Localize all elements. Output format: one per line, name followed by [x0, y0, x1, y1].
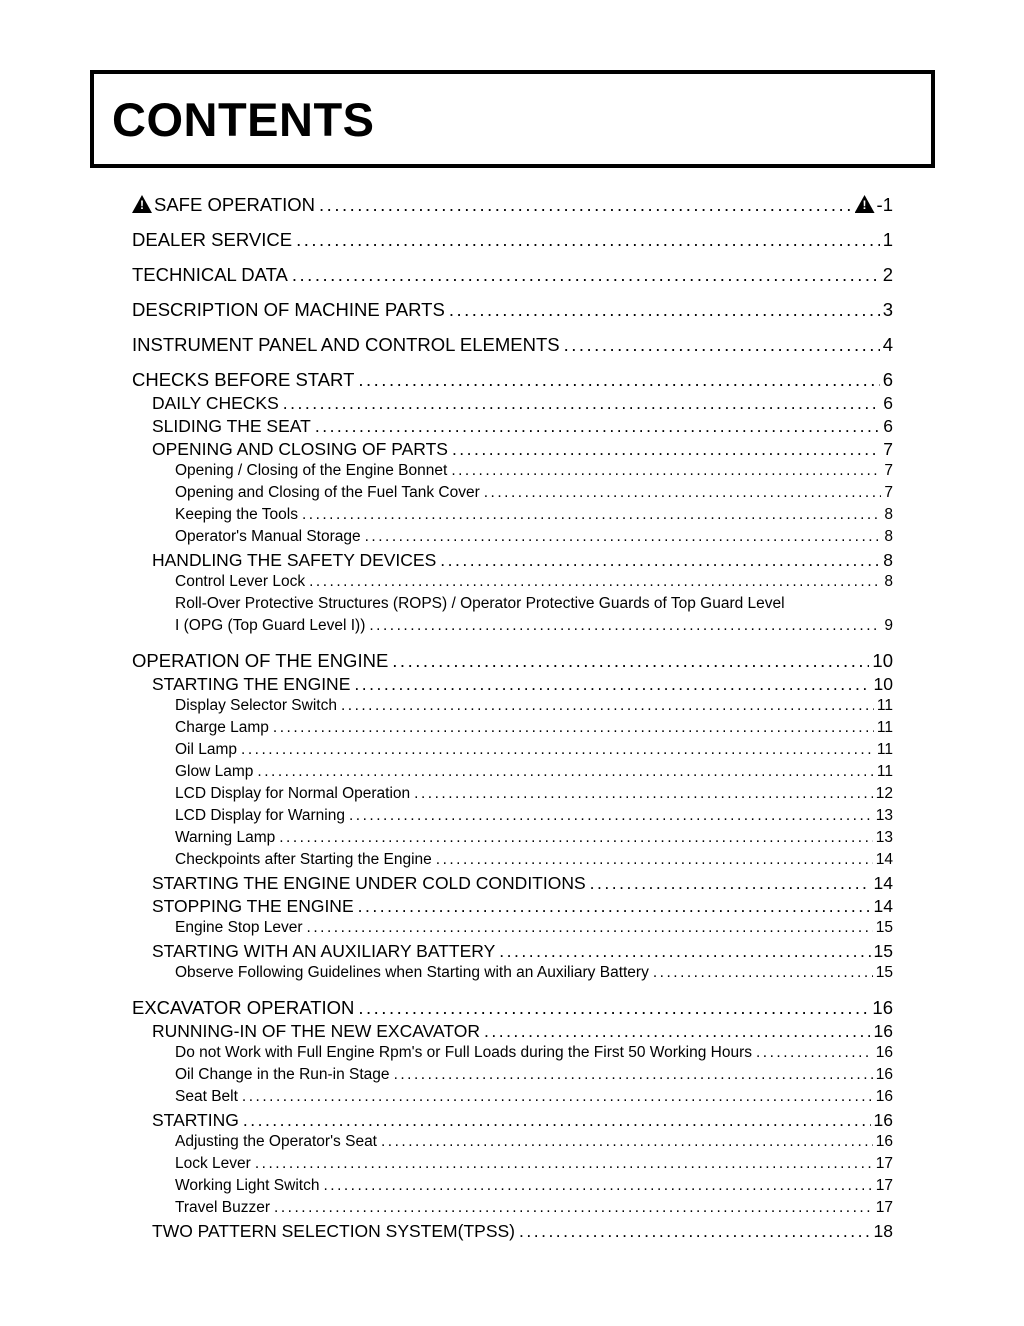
toc-entry: [132, 895, 893, 917]
toc-entry: [132, 761, 893, 783]
toc-entry-page: 11: [876, 719, 893, 736]
toc-entry-page: 16: [875, 1044, 893, 1061]
dot-leader: [302, 504, 881, 526]
toc-entry: [132, 415, 893, 437]
toc-entry-page: 12: [875, 785, 893, 802]
toc-entry-label: I (OPG (Top Guard Level I)): [175, 617, 366, 634]
toc-entry: [132, 739, 893, 761]
toc-entry-page: 14: [873, 896, 893, 916]
toc-entry-label: INSTRUMENT PANEL AND CONTROL ELEMENTS: [132, 334, 560, 355]
toc-entry-page: 2: [882, 264, 893, 285]
toc-entry-page: 1: [882, 229, 893, 250]
toc-entry-label: SLIDING THE SEAT: [152, 416, 311, 436]
dot-leader: [358, 895, 871, 917]
toc-entry-label: Opening / Closing of the Engine Bonnet: [175, 462, 448, 479]
toc-entry: [132, 1153, 893, 1175]
toc-entry-page: 7: [884, 462, 893, 479]
dot-leader: [392, 650, 869, 672]
toc-entry: [132, 962, 893, 984]
toc-entry: [132, 194, 893, 216]
toc-entry: [132, 940, 893, 962]
toc-entry-page: 11: [876, 763, 893, 780]
toc-entry: [132, 549, 893, 571]
dot-leader: [436, 849, 873, 871]
dot-leader: [365, 526, 882, 548]
toc-entry-page: 16: [875, 1066, 893, 1083]
dot-leader: [451, 460, 881, 482]
toc-entry: [132, 392, 893, 414]
dot-leader: [414, 783, 873, 805]
dot-leader: [499, 940, 870, 962]
toc-entry: [132, 1086, 893, 1108]
toc-entry-page: 13: [875, 807, 893, 824]
toc-entry-label: CHECKS BEFORE START: [132, 369, 355, 390]
dot-leader: [292, 264, 880, 286]
page-title: CONTENTS: [112, 92, 375, 146]
dot-leader: [279, 827, 873, 849]
toc-entry-page: 10: [873, 674, 893, 694]
toc-entry: [132, 717, 893, 739]
toc-entry: [132, 504, 893, 526]
toc-entry-label: EXCAVATOR OPERATION: [132, 997, 355, 1018]
dot-leader: [756, 1042, 873, 1064]
toc-entry-page: 6: [883, 393, 893, 413]
toc-entry-page: 9: [884, 617, 893, 634]
toc-entry-page: 15: [873, 941, 893, 961]
toc-entry-label: Travel Buzzer: [175, 1199, 271, 1216]
toc-entry-label: Observe Following Guidelines when Starting with an Auxiliary Battery: [175, 964, 649, 981]
toc-entry: [132, 827, 893, 849]
toc-entry-page: ! -1: [855, 194, 893, 216]
toc-entry-page: 15: [875, 919, 893, 936]
dot-leader: [273, 717, 874, 739]
dot-leader: [484, 482, 882, 504]
toc-entry-label: LCD Display for Warning: [175, 807, 345, 824]
toc-entry: [132, 673, 893, 695]
dot-leader: [255, 1153, 873, 1175]
toc-entry-page: 11: [876, 697, 893, 714]
toc-entry: [132, 1131, 893, 1153]
toc-entry-page: 16: [875, 1133, 893, 1150]
toc-entry: [132, 650, 893, 672]
dot-leader: [358, 997, 869, 1019]
toc-entry: [132, 1042, 893, 1064]
toc-entry-label: Warning Lamp: [175, 829, 276, 846]
toc-entry-label: Oil Lamp: [175, 741, 238, 758]
toc-entry: [132, 571, 893, 593]
toc-entry: [132, 438, 893, 460]
toc-entry: [132, 997, 893, 1019]
toc-entry-page: 4: [882, 334, 893, 355]
toc-entry-page: 8: [884, 573, 893, 590]
toc-entry-label: STARTING: [152, 1110, 239, 1130]
dot-leader: [341, 695, 874, 717]
toc-entry-page: 16: [873, 1110, 893, 1130]
dot-leader: [381, 1131, 873, 1153]
dot-leader: [283, 392, 881, 414]
toc-entry-page: 16: [872, 997, 893, 1018]
dot-leader: [440, 549, 880, 571]
toc-entry-label: HANDLING THE SAFETY DEVICES: [152, 550, 437, 570]
toc-entry-label: STARTING WITH AN AUXILIARY BATTERY: [152, 941, 496, 961]
toc-entry: [132, 872, 893, 894]
dot-leader: [243, 1109, 871, 1131]
toc-entry: [132, 526, 893, 548]
dot-leader: [369, 615, 881, 637]
toc-entry: [132, 229, 893, 251]
warning-icon: [855, 195, 875, 213]
toc-entry-page: 7: [883, 439, 893, 459]
toc-entry-page: 16: [875, 1088, 893, 1105]
toc-entry: [132, 482, 893, 504]
toc-entry-label: Engine Stop Lever: [175, 919, 303, 936]
dot-leader: [309, 571, 881, 593]
toc-entry-label: STARTING THE ENGINE: [152, 674, 351, 694]
toc-entry-page: 13: [875, 829, 893, 846]
toc-entry-page: 16: [873, 1021, 893, 1041]
toc-entry: [132, 1064, 893, 1086]
toc-entry-label: Checkpoints after Starting the Engine: [175, 851, 432, 868]
toc-entry-label: Lock Lever: [175, 1155, 251, 1172]
toc-entry: [132, 917, 893, 939]
dot-leader: [564, 334, 880, 356]
dot-leader: [590, 872, 871, 894]
dot-leader: [315, 415, 880, 437]
toc-entry-label: Operator's Manual Storage: [175, 528, 361, 545]
toc-entry-label: DESCRIPTION OF MACHINE PARTS: [132, 299, 445, 320]
toc-entry-label: STOPPING THE ENGINE: [152, 896, 354, 916]
toc-list: [132, 194, 893, 1242]
toc-entry: [132, 1020, 893, 1042]
dot-leader: [452, 438, 880, 460]
toc-entry-page: 3: [882, 299, 893, 320]
toc-entry: [132, 264, 893, 286]
dot-leader: [307, 917, 873, 939]
dot-leader: [274, 1197, 873, 1219]
toc-entry: [132, 299, 893, 321]
toc-entry-label: Opening and Closing of the Fuel Tank Cover: [175, 484, 480, 501]
toc-entry-label: STARTING THE ENGINE UNDER COLD CONDITIONS: [152, 873, 586, 893]
dot-leader: [319, 194, 852, 216]
warning-icon: [132, 195, 152, 213]
dot-leader: [449, 299, 880, 321]
toc-entry: [132, 369, 893, 391]
toc-entry: [132, 849, 893, 871]
toc-entry: [132, 1175, 893, 1197]
toc-entry-label: Roll-Over Protective Structures (ROPS) / Operator Protective Guards of Top Guard Level: [175, 595, 785, 612]
dot-leader: [519, 1220, 871, 1242]
toc-entry-label: DAILY CHECKS: [152, 393, 279, 413]
toc-entry-label: TWO PATTERN SELECTION SYSTEM(TPSS): [152, 1221, 515, 1241]
toc-entry-page: 8: [883, 550, 893, 570]
toc-entry: [132, 1197, 893, 1219]
dot-leader: [358, 369, 879, 391]
toc-entry-page: 18: [873, 1221, 893, 1241]
toc-entry-label: Do not Work with Full Engine Rpm's or Full Loads during the First 50 Working Hours: [175, 1044, 752, 1061]
toc-entry-label: Oil Change in the Run-in Stage: [175, 1066, 390, 1083]
toc-entry-page: 6: [883, 416, 893, 436]
toc-entry-label: LCD Display for Normal Operation: [175, 785, 411, 802]
toc-entry-page: 14: [875, 851, 893, 868]
toc-entry-page: 17: [875, 1199, 893, 1216]
toc-entry: [132, 695, 893, 717]
dot-leader: [241, 739, 874, 761]
dot-leader: [653, 962, 873, 984]
toc-entry-page: 17: [875, 1177, 893, 1194]
toc-entry-page: 15: [875, 964, 893, 981]
toc-entry: [132, 1109, 893, 1131]
toc-entry-page: 8: [884, 506, 893, 523]
toc-entry: [132, 805, 893, 827]
title-box: [90, 70, 935, 168]
dot-leader: [354, 673, 870, 695]
toc-entry-page: 17: [875, 1155, 893, 1172]
dot-leader: [323, 1175, 872, 1197]
toc-entry-label: TECHNICAL DATA: [132, 264, 288, 285]
toc-entry: [132, 460, 893, 482]
toc-entry-label: Keeping the Tools: [175, 506, 298, 523]
toc-entry-page: 6: [882, 369, 893, 390]
toc-entry-label: Glow Lamp: [175, 763, 254, 780]
toc-entry-label: OPERATION OF THE ENGINE: [132, 650, 389, 671]
toc-entry-label: DEALER SERVICE: [132, 229, 293, 250]
toc-entry-page: 14: [873, 873, 893, 893]
toc-entry: [132, 334, 893, 356]
toc-entry: [132, 593, 893, 615]
toc-entry-page: 10: [872, 650, 893, 671]
toc-entry-label: Adjusting the Operator's Seat: [175, 1133, 377, 1150]
dot-leader: [394, 1064, 873, 1086]
toc-entry-page: 11: [876, 741, 893, 758]
toc-entry-page: 7: [884, 484, 893, 501]
dot-leader: [257, 761, 874, 783]
toc-entry-label: Seat Belt: [175, 1088, 238, 1105]
toc-entry-label: RUNNING-IN OF THE NEW EXCAVATOR: [152, 1021, 480, 1041]
toc-entry-label: OPENING AND CLOSING OF PARTS: [152, 439, 448, 459]
dot-leader: [349, 805, 873, 827]
toc-entry-page: 8: [884, 528, 893, 545]
toc-entry: [132, 615, 893, 637]
dot-leader: [484, 1020, 871, 1042]
toc-entry-label: Control Lever Lock: [175, 573, 306, 590]
toc-entry-label: !SAFE OPERATION: [132, 194, 315, 216]
dot-leader: [296, 229, 880, 251]
toc-entry: [132, 783, 893, 805]
dot-leader: [242, 1086, 873, 1108]
toc-entry: [132, 1220, 893, 1242]
toc-entry-label: Charge Lamp: [175, 719, 269, 736]
toc-entry-label: Working Light Switch: [175, 1177, 320, 1194]
toc-entry-label: Display Selector Switch: [175, 697, 337, 714]
